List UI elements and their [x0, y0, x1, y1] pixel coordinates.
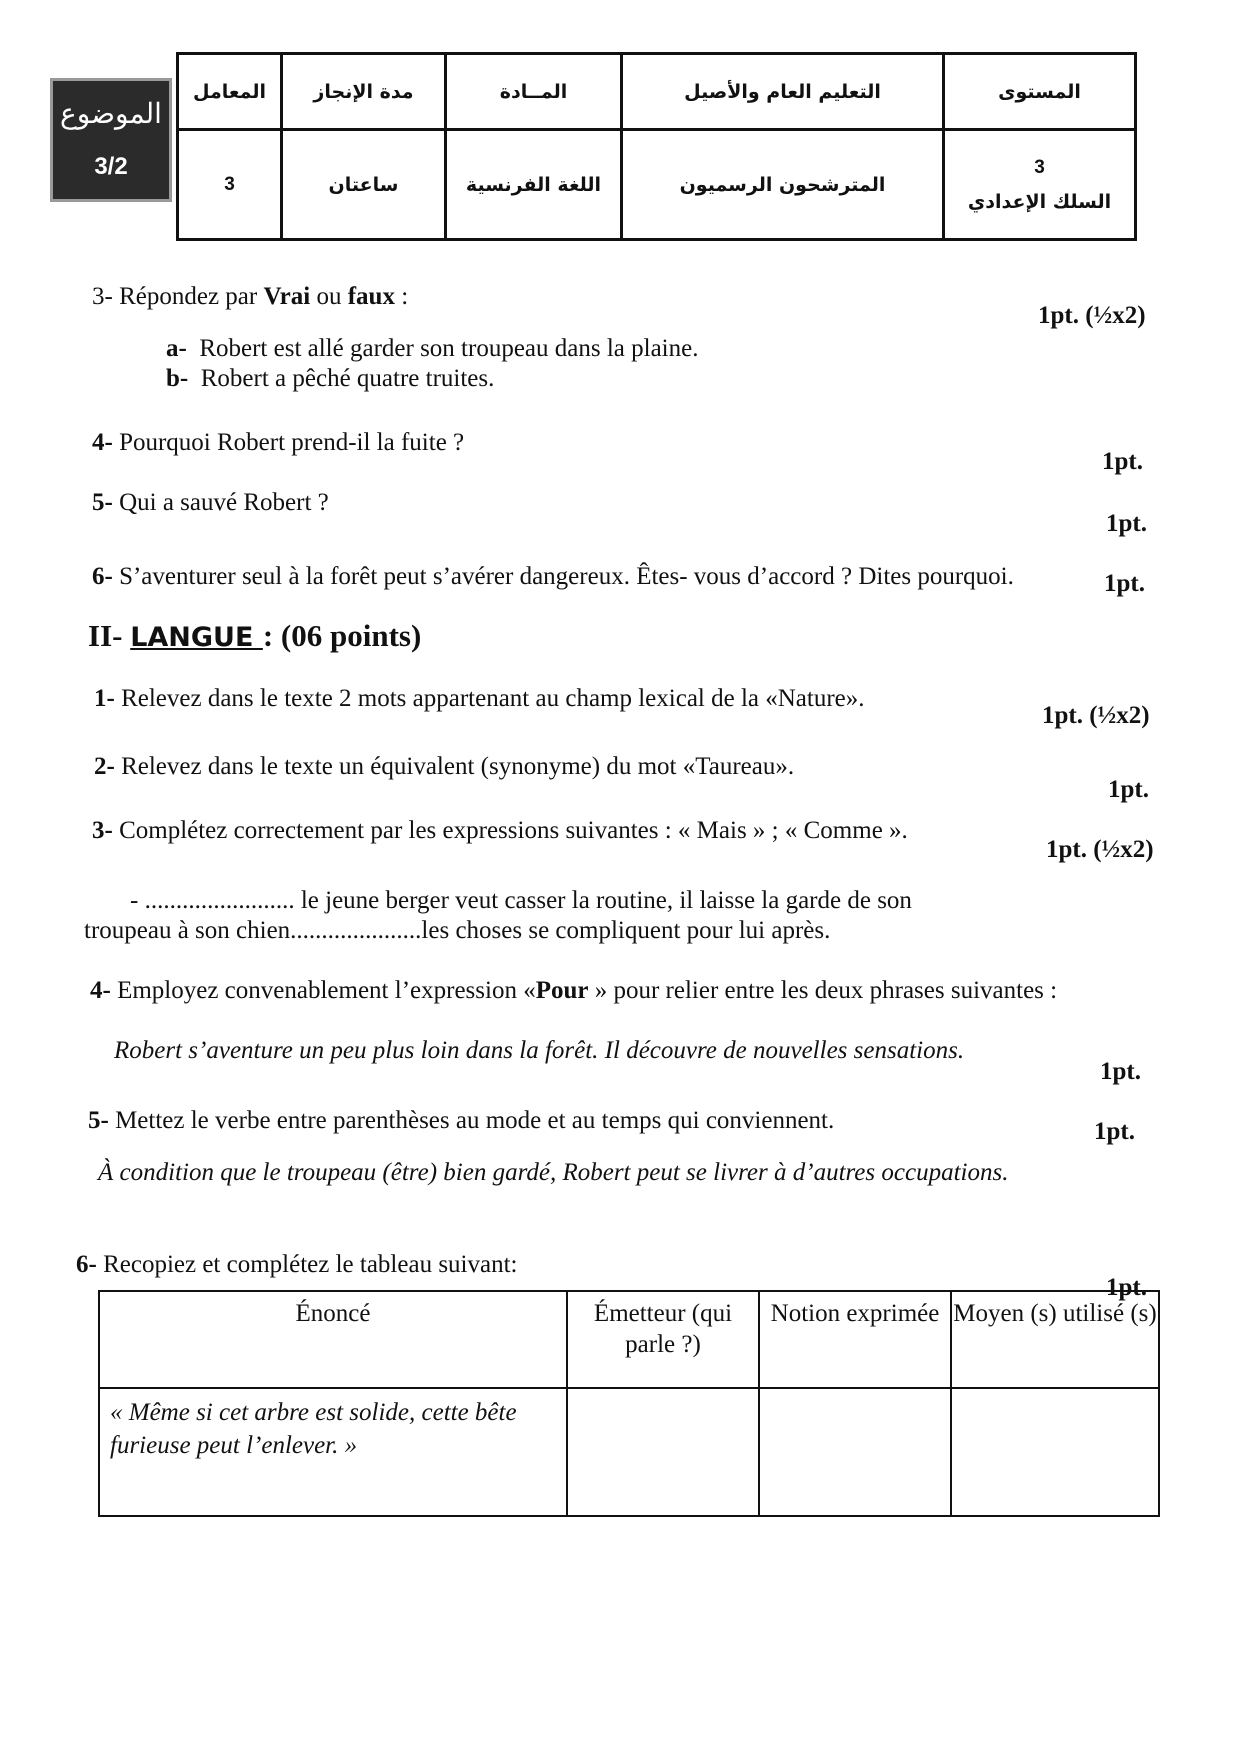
langue-question-4 [90, 976, 1057, 1006]
question-text: Pourquoi Robert prend-il la fuite ? [112, 429, 465, 456]
coef-value: 3 [178, 130, 282, 240]
duration-value: ساعتان [282, 130, 446, 240]
level-label: المستوى [944, 54, 1136, 130]
question-5 [92, 488, 329, 518]
column-header-enonce: Énoncé [99, 1291, 567, 1388]
moyen-answer-cell[interactable] [951, 1388, 1159, 1516]
points-langue-q3: 1pt. (½x2) [1046, 836, 1154, 863]
notion-answer-cell[interactable] [759, 1388, 951, 1516]
question-3 [92, 282, 408, 312]
question-4 [92, 428, 464, 458]
question-number: 4- [92, 429, 113, 456]
question-text: : [394, 283, 409, 310]
sentence-to-join: Robert s’aventure un peu plus loin dans la forêt. Il découvre de nouvelles sensations. [114, 1037, 965, 1064]
langue-question-2 [94, 752, 794, 782]
column-header-emetteur: Émetteur (qui parle ?) [567, 1291, 759, 1388]
answer-table [98, 1290, 1160, 1517]
question-number: 2- [94, 753, 115, 780]
question-number: 6- [92, 563, 113, 590]
question-6 [92, 562, 1014, 592]
question-number: 5- [92, 489, 113, 516]
keyword-vrai: Vrai [263, 283, 311, 310]
matter-value: اللغة الفرنسية [446, 130, 622, 240]
points-langue-q5: 1pt. [1094, 1118, 1135, 1145]
question-text: ou [310, 283, 348, 310]
item-text: Robert est allé garder son troupeau dans la plaine. [199, 335, 699, 362]
points-q6: 1pt. [1104, 570, 1145, 597]
question-number: 3- [92, 283, 113, 310]
question-text: Complétez correctement par les expressions suivantes : « Mais » ; « Comme ». [112, 817, 908, 844]
fill-in-line-1: - ........................ le jeune berger veut casser la routine, il laisse la garde de son [130, 887, 912, 914]
section-title-langue [88, 618, 421, 654]
question-number: 5- [88, 1107, 109, 1134]
table-header-row [99, 1291, 1159, 1388]
langue-question-5 [88, 1106, 834, 1136]
question-number: 1- [94, 685, 115, 712]
points-langue-q1: 1pt. (½x2) [1042, 702, 1150, 729]
question-text: » pour relier entre les deux phrases suivantes : [588, 977, 1058, 1004]
item-label: b- [166, 365, 189, 392]
points-langue-q4: 1pt. [1100, 1058, 1141, 1085]
question-text: Relevez dans le texte 2 mots appartenant au champ lexical de la «Nature». [114, 685, 865, 712]
coef-label: المعامل [178, 54, 282, 130]
table-row [99, 1388, 1159, 1516]
level-number: 3 [1034, 156, 1045, 178]
question-number: 6- [76, 1251, 97, 1278]
track-label: التعليم العام والأصيل [622, 54, 944, 130]
points-langue-q6: 1pt. [1106, 1274, 1147, 1301]
section-number: II- [88, 618, 131, 653]
item-label: a- [166, 335, 187, 362]
fill-in-line-2: troupeau à son chien.....................les choses se compliquent pour lui après. [84, 917, 831, 944]
exam-header-table [176, 52, 1137, 241]
track-value: المترشحون الرسميون [622, 130, 944, 240]
question-text: Relevez dans le texte un équivalent (synonyme) du mot «Taureau». [114, 753, 795, 780]
points-q4: 1pt. [1102, 448, 1143, 475]
section-points: : (06 points) [262, 618, 422, 653]
question-text: Employez convenablement l’expression « [110, 977, 536, 1004]
question-text: Recopiez et complétez le tableau suivant: [96, 1251, 518, 1278]
duration-label: مدة الإنجاز [282, 54, 446, 130]
sentence-to-conjugate: À condition que le troupeau (être) bien gardé, Robert peut se livrer à d’autres occupations. [98, 1159, 1009, 1186]
question-number: 3- [92, 817, 113, 844]
keyword-faux: faux [347, 283, 395, 310]
points-langue-q2: 1pt. [1108, 776, 1149, 803]
section-keyword: LANGUE [130, 622, 263, 653]
question-text: Qui a sauvé Robert ? [112, 489, 329, 516]
item-text: Robert a pêché quatre truites. [200, 365, 495, 392]
column-header-moyen: Moyen (s) utilisé (s) [951, 1291, 1159, 1388]
level-value: السلك الإعدادي [967, 190, 1112, 213]
question-text: Mettez le verbe entre parenthèses au mode et au temps qui conviennent. [108, 1107, 835, 1134]
level-cell [944, 130, 1136, 240]
subject-box [50, 78, 172, 202]
subject-label: الموضوع [60, 99, 162, 130]
langue-question-1 [94, 684, 865, 714]
column-header-notion: Notion exprimée [759, 1291, 951, 1388]
question-text: Répondez par [112, 283, 264, 310]
item-a [166, 334, 698, 364]
page-number: 3/2 [94, 153, 128, 180]
emetteur-answer-cell[interactable] [567, 1388, 759, 1516]
item-b [166, 364, 494, 394]
question-number: 4- [90, 977, 111, 1004]
langue-question-6 [76, 1250, 517, 1280]
langue-question-3 [92, 816, 908, 846]
statement-cell: « Même si cet arbre est solide, cette bête furieuse peut l’enlever. » [99, 1388, 567, 1516]
matter-label: المــادة [446, 54, 622, 130]
question-text: S’aventurer seul à la forêt peut s’avérer dangereux. Êtes- vous d’accord ? Dites pourquoi. [112, 563, 1014, 590]
points-q3: 1pt. (½x2) [1038, 302, 1146, 329]
points-q5: 1pt. [1106, 510, 1147, 537]
keyword-pour: Pour [535, 977, 589, 1004]
